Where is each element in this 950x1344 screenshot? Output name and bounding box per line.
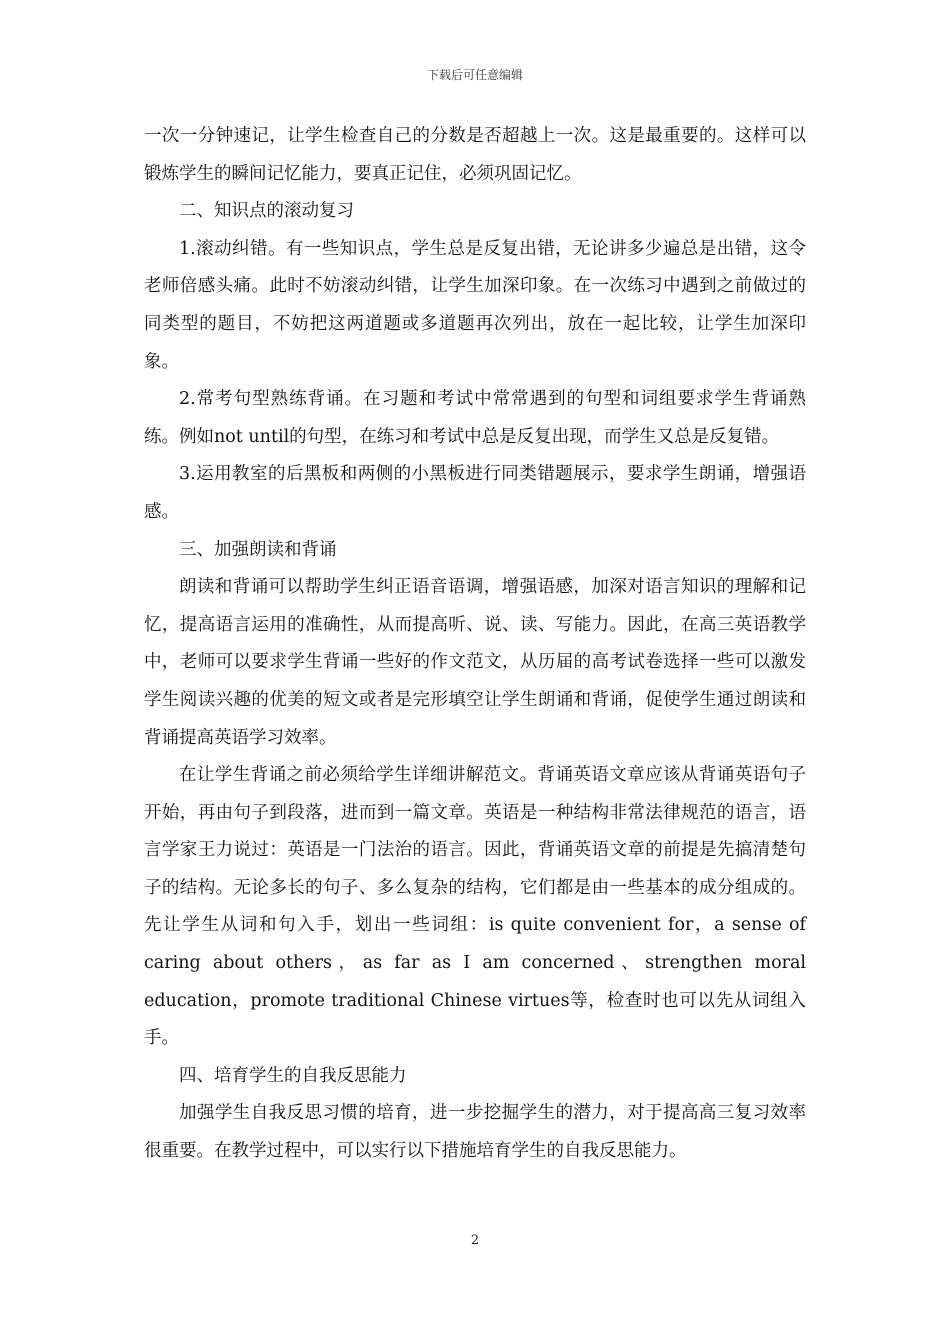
document-body xyxy=(144,118,806,1171)
paragraph-item-1: 1.滚动纠错。有一些知识点，学生总是反复出错，无论讲多少遍总是出错，这令老师倍感头痛。此时不妨滚动纠错，让学生加深印象。在一次练习中遇到之前做过的同类型的题目，不妨把这两道题或多道题再次列出，放在一起比较，让学生加深印象。 xyxy=(144,238,806,372)
paragraph-recitation: 在让学生背诵之前必须给学生详细讲解范文。背诵英语文章应该从背诵英语句子开始，再由句子到段落，进而到一篇文章。英语是一种结构非常法律规范的语言，语言学家王力说过：英语是一门法治的语言。因此，背诵英语文章的前提是先搞清楚句子的结构。无论多长的句子、多么复杂的结构，它们都是由一些基本的成分组成的。先让学生从词和句入手，划出一些词组：is quite convenient for，a sense of caring about others，as far as I am concerned、strengthen moral education，promote traditional Chinese virtues等，检查时也可以先从词组入手。 xyxy=(144,765,806,1049)
page-header: 下载后可任意编辑 xyxy=(426,68,523,82)
paragraph-continuation: 一次一分钟速记，让学生检查自己的分数是否超越上一次。这是最重要的。这样可以锻炼学生的瞬间记忆能力，要真正记住，必须巩固记忆。 xyxy=(144,126,806,184)
section-heading-2: 二、知识点的滚动复习 xyxy=(179,201,354,222)
paragraph-item-3: 3.运用教室的后黑板和两侧的小黑板进行同类错题展示，要求学生朗诵，增强语感。 xyxy=(144,464,806,522)
page-number: 2 xyxy=(470,1233,480,1248)
section-heading-3: 三、加强朗读和背诵 xyxy=(179,539,337,560)
section-heading-4: 四、培育学生的自我反思能力 xyxy=(179,1065,407,1086)
paragraph-reading: 朗读和背诵可以帮助学生纠正语音语调，增强语感，加深对语言知识的理解和记忆，提高语言运用的准确性，从而提高听、说、读、写能力。因此，在高三英语教学中，老师可以要求学生背诵一些好的作文范文，从历届的高考试卷选择一些可以激发学生阅读兴趣的优美的短文或者是完形填空让学生朗诵和背诵，促使学生通过朗读和背诵提高英语学习效率。 xyxy=(144,577,806,748)
paragraph-reflection: 加强学生自我反思习惯的培育，进一步挖掘学生的潜力，对于提高高三复习效率很重要。在教学过程中，可以实行以下措施培育学生的自我反思能力。 xyxy=(144,1103,806,1162)
paragraph-item-2: 2.常考句型熟练背诵。在习题和考试中常常遇到的句型和词组要求学生背诵熟练。例如not until的句型，在练习和考试中总是反复出现，而学生又总是反复错。 xyxy=(144,389,806,447)
